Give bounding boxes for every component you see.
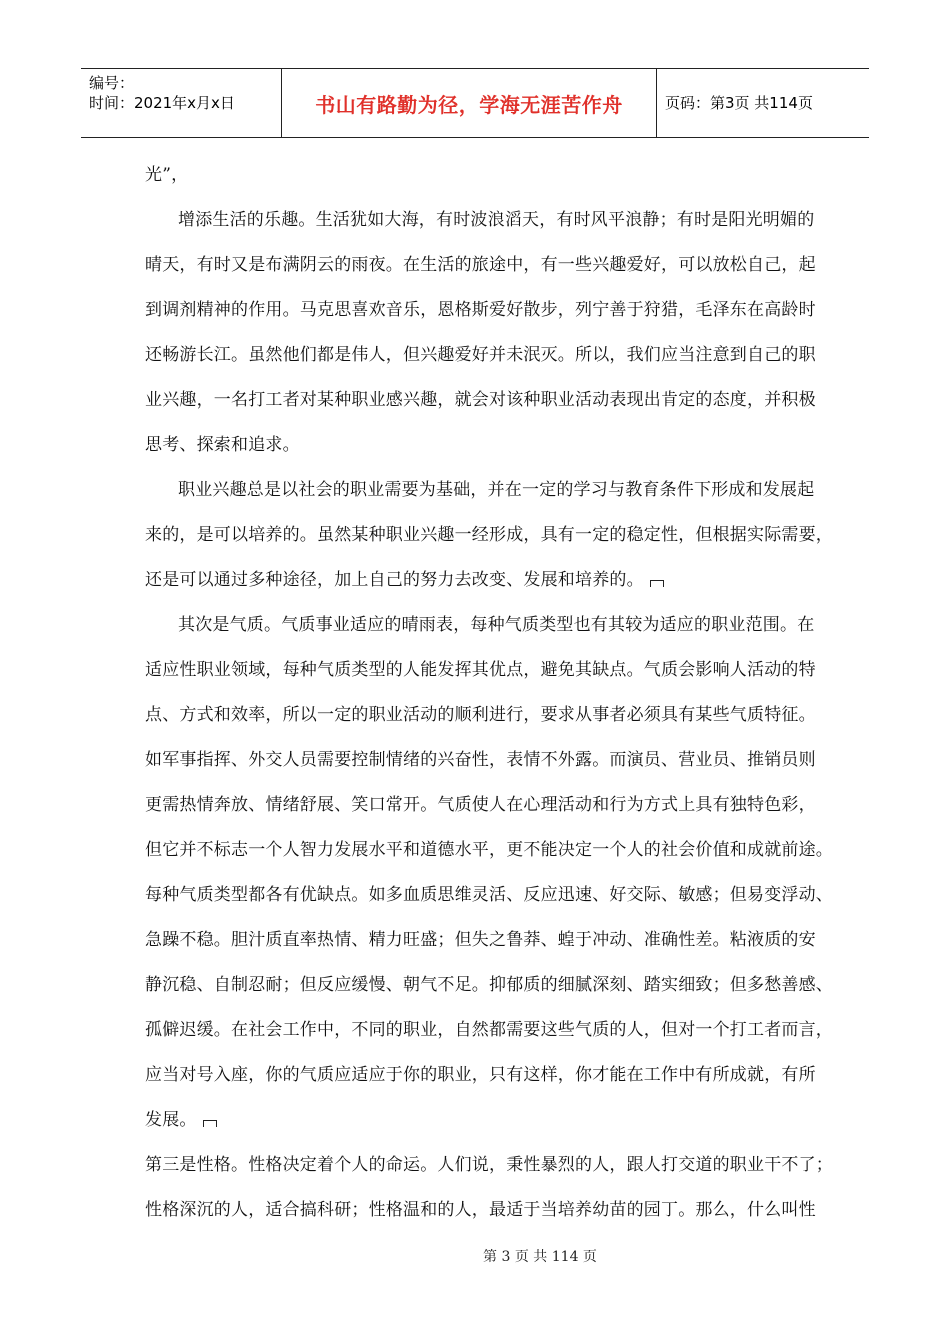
text-line: 还畅游长江。虽然他们都是伟人，但兴趣爱好并未泯灭。所以，我们应当注意到自己的职 [145,345,816,365]
text-line: 到调剂精神的作用。马克思喜欢音乐，恩格斯爱好散步，列宁善于狩猎，毛泽东在高龄时 [145,300,816,320]
text-line: 静沉稳、自制忍耐；但反应缓慢、朝气不足。抑郁质的细腻深刻、踏实细致；但多愁善感、 [145,975,833,995]
header-page-info: 页码：第3页 共114页 [665,94,813,112]
text-line: 职业兴趣总是以社会的职业需要为基础，并在一定的学习与教育条件下形成和发展起 [178,480,815,500]
text-line: 点、方式和效率，所以一定的职业活动的顺利进行，要求从事者必须具有某些气质特征。 [145,705,816,725]
text-line: 增添生活的乐趣。生活犹如大海，有时波浪滔天，有时风平浪静；有时是阳光明媚的 [178,210,815,230]
text-line: 如军事指挥、外交人员需要控制情绪的兴奋性，表情不外露。而演员、营业员、推销员则 [145,750,816,770]
header-divider [656,69,657,137]
text-line: 每种气质类型都各有优缺点。如多血质思维灵活、反应迅速、好交际、敏感；但易变浮动、 [145,885,833,905]
header-motto: 书山有路勤为径，学海无涯苦作舟 [315,93,623,117]
time-label: 时间：2021年x月x日 [89,94,235,112]
text-line: 第三是性格。性格决定着个人的命运。人们说，秉性暴烈的人，跟人打交道的职业干不了； [145,1155,833,1175]
text-line: 其次是气质。气质事业适应的晴雨表，每种气质类型也有其较为适应的职业范围。在 [178,615,815,635]
text-line: 适应性职业领域，每种气质类型的人能发挥其优点，避免其缺点。气质会影响人活动的特 [145,660,816,680]
text-line: 光”， [145,165,189,185]
header-left-cell [81,69,281,137]
text-line-content: 发展。 [145,1110,197,1130]
number-label: 编号： [89,74,135,92]
text-line: 思考、探索和追求。 [145,435,300,455]
text-line: 晴天，有时又是布满阴云的雨夜。在生活的旅途中，有一些兴趣爱好，可以放松自己，起 [145,255,816,275]
text-line-content: 还是可以通过多种途径，加上自己的努力去改变、发展和培养的。 [145,570,644,590]
text-line: 孤僻迟缓。在社会工作中，不同的职业，自然都需要这些气质的人，但对一个打工者而言， [145,1020,833,1040]
text-line: 应当对号入座，你的气质应适应于你的职业，只有这样，你才能在工作中有所成就，有所 [145,1065,816,1085]
paragraph-mark-icon [650,580,664,587]
header-table [81,68,869,138]
page-footer: 第 3 页 共 114 页 [483,1249,597,1265]
text-line [145,1105,217,1130]
text-line: 但它并不标志一个人智力发展水平和道德水平，更不能决定一个人的社会价值和成就前途。 [145,840,833,860]
text-line [145,565,664,590]
text-line: 性格深沉的人，适合搞科研；性格温和的人，最适于当培养幼苗的园丁。那么，什么叫性 [145,1200,816,1220]
text-line: 来的，是可以培养的。虽然某种职业兴趣一经形成，具有一定的稳定性，但根据实际需要， [145,525,833,545]
paragraph-mark-icon [203,1120,217,1127]
text-line: 业兴趣，一名打工者对某种职业感兴趣，就会对该种职业活动表现出肯定的态度，并积极 [145,390,816,410]
text-line: 急躁不稳。胆汁质直率热情、精力旺盛；但失之鲁莽、蝗于冲动、准确性差。粘液质的安 [145,930,816,950]
text-line: 更需热情奔放、情绪舒展、笑口常开。气质使人在心理活动和行为方式上具有独特色彩， [145,795,816,815]
